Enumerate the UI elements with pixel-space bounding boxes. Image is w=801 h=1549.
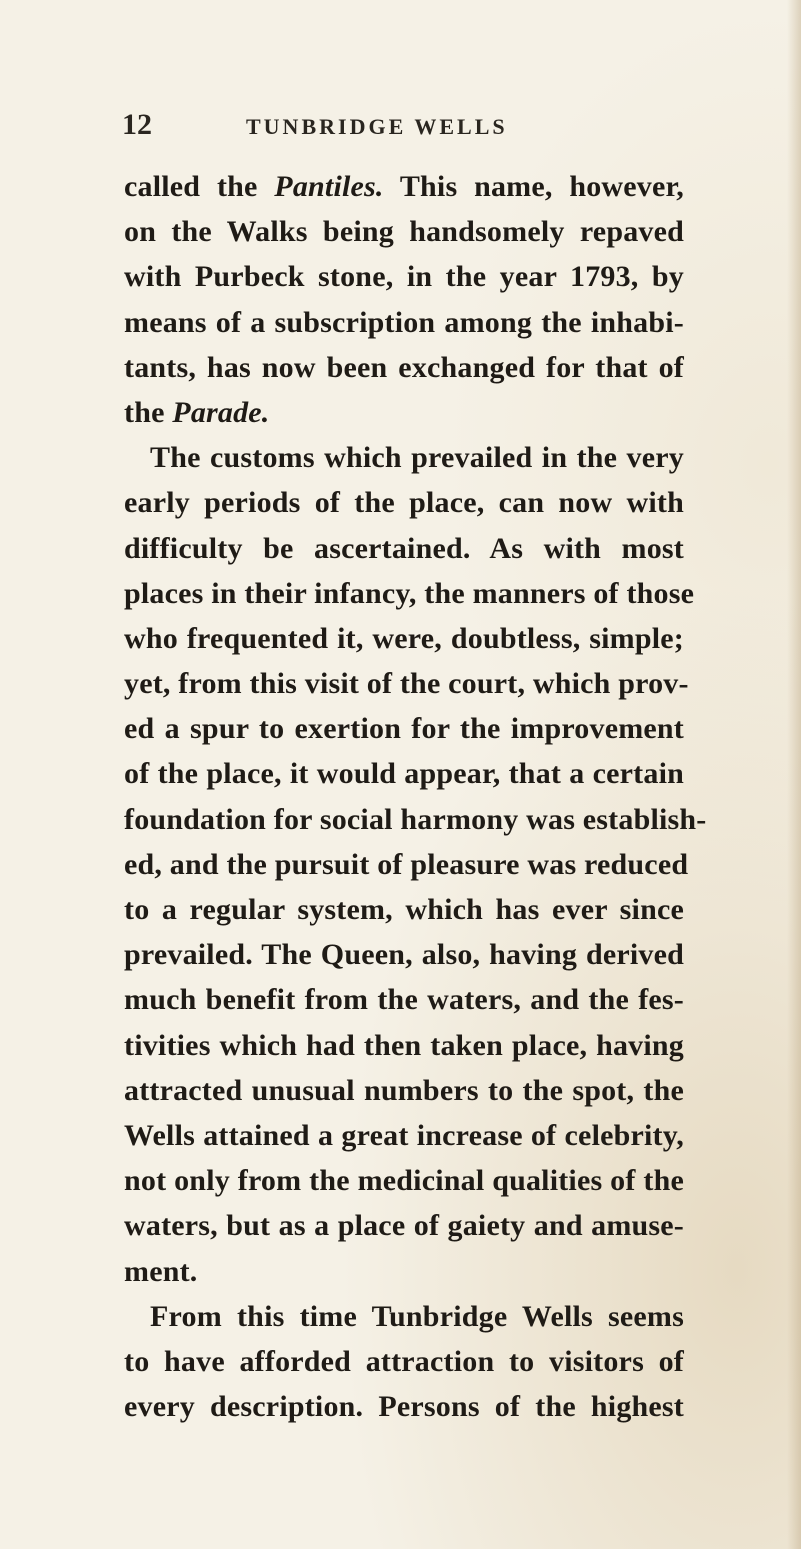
text-line: who frequented it, were, doubtless, simple; (124, 621, 684, 655)
text-line: prevailed. The Queen, also, having derived (124, 938, 684, 972)
page-number: 12 (122, 108, 152, 141)
text-line: places in their infancy, the manners of those (124, 576, 695, 610)
text-line: The customs which prevailed in the very (150, 441, 684, 475)
text-line: on the Walks being handsomely repaved (124, 215, 684, 249)
text-line: waters, but as a place of gaiety and amuse- (124, 1209, 684, 1243)
text-line: Wells attained a great increase of celebrity, (124, 1118, 684, 1152)
text-line: yet, from this visit of the court, which prov- (124, 667, 689, 701)
text-line: every description. Persons of the highest (124, 1390, 684, 1424)
body-text (124, 164, 707, 1429)
text-line: early periods of the place, can now with (124, 486, 684, 520)
text-line: tants, has now been exchanged for that of (124, 350, 684, 384)
text-line: tivities which had then taken place, having (124, 1028, 684, 1062)
text-line: to have afforded attraction to visitors of (124, 1344, 684, 1378)
text-line: to a regular system, which has ever since (124, 893, 684, 926)
text-line: of the place, it would appear, that a certain (124, 757, 684, 791)
text-line: ment. (124, 1254, 198, 1288)
text-line: difficulty be ascertained. As with most (124, 531, 684, 565)
text-line: ed, and the pursuit of pleasure was reduced (124, 847, 689, 881)
text-line: means of a subscription among the inhabi- (124, 305, 684, 339)
text-line: the Parade. (124, 395, 270, 429)
text-line: attracted unusual numbers to the spot, the (124, 1073, 684, 1107)
text-line: much benefit from the waters, and the fes- (124, 983, 684, 1017)
text-line: foundation for social harmony was establish- (124, 802, 707, 836)
text-line: From this time Tunbridge Wells seems (150, 1299, 684, 1333)
page-edge-shading (787, 0, 801, 1549)
text-line: called the Pantiles. This name, however, (124, 170, 684, 203)
text-line: ed a spur to exertion for the improvement (124, 712, 684, 746)
text-line: not only from the medicinal qualities of the (124, 1164, 684, 1198)
text-line: with Purbeck stone, in the year 1793, by (124, 260, 684, 294)
running-title: TUNBRIDGE WELLS (246, 114, 508, 139)
